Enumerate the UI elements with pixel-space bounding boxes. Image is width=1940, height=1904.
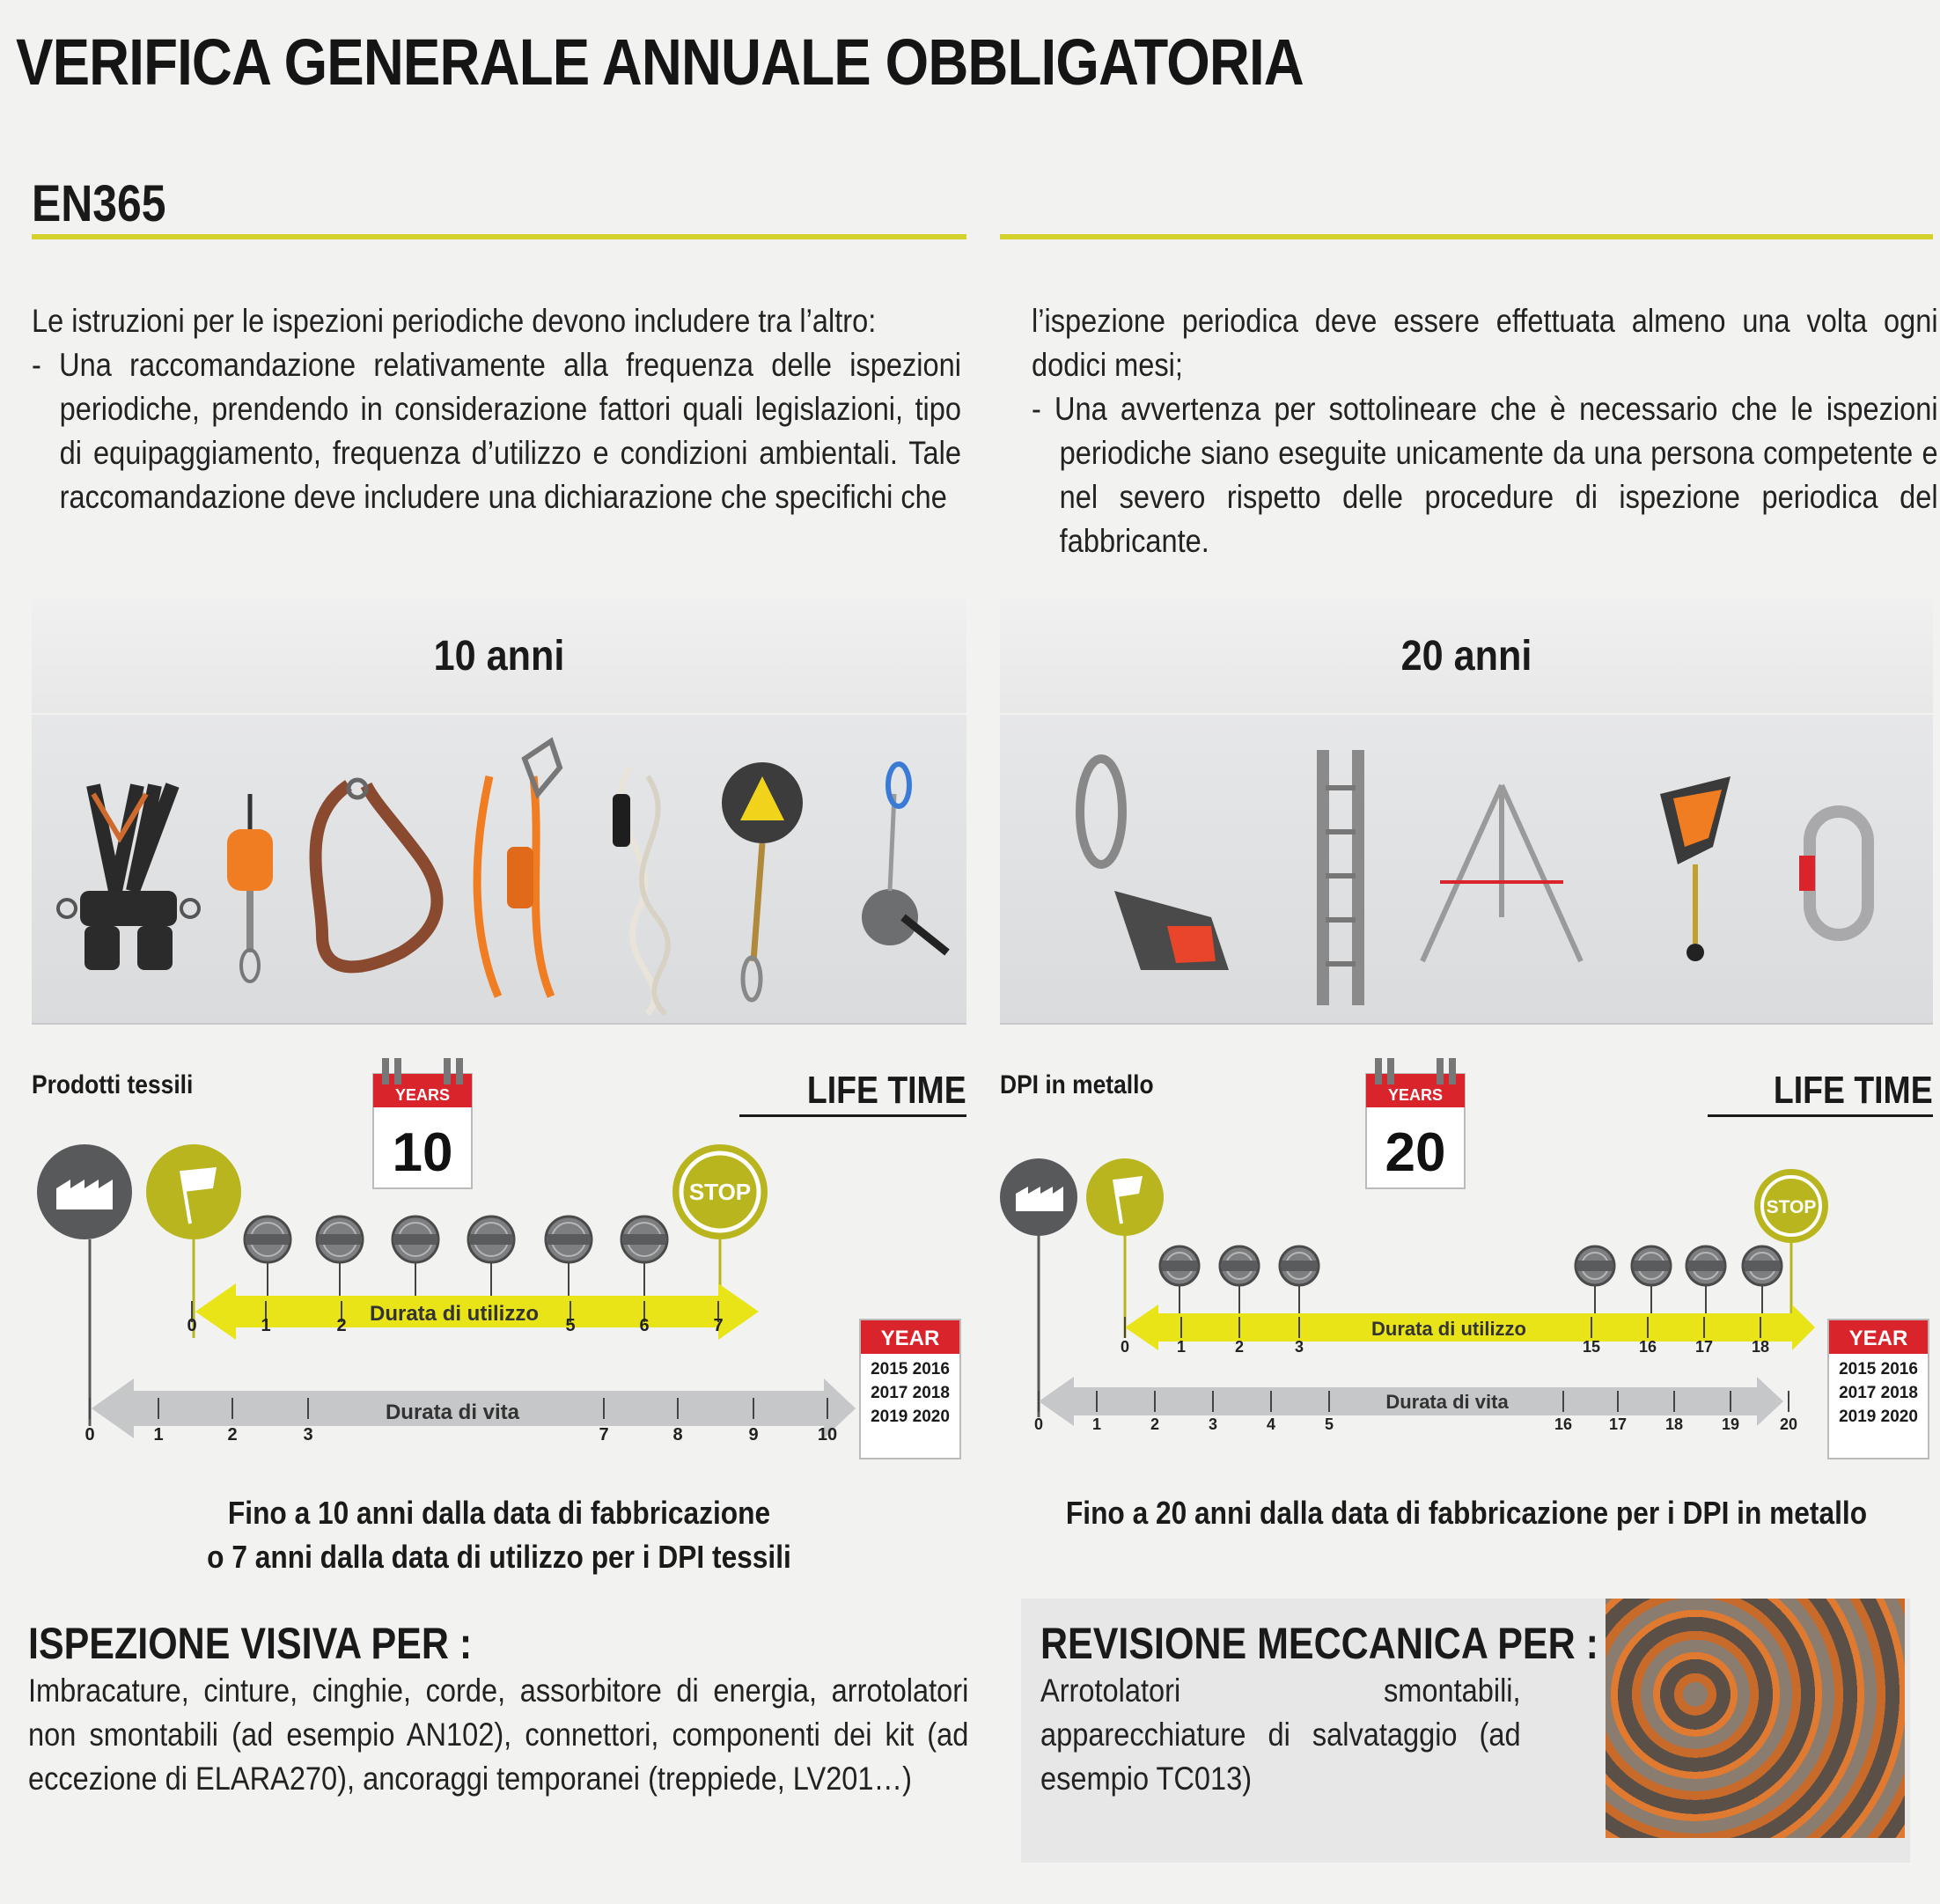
year-row-3: 2019 2020 <box>871 1408 950 1426</box>
life-tick-label: 18 <box>1664 1415 1684 1433</box>
use-duration-label: Durata di utilizzo <box>370 1302 539 1326</box>
use-tick-label: 2 <box>336 1316 347 1335</box>
textile-caption <box>88 1491 911 1579</box>
calendar-icon <box>1366 1058 1465 1188</box>
energy-absorber-icon <box>227 794 273 981</box>
use-tick-label: 15 <box>1582 1338 1601 1356</box>
approved-stamp-icon <box>621 1217 667 1298</box>
anchor-sling-icon <box>316 780 437 967</box>
metal-lifetime-label: LIFE TIME <box>1774 1069 1933 1112</box>
metal-products-illustration <box>1000 715 1933 1023</box>
start-flag-icon <box>1086 1158 1164 1236</box>
stop-sign-icon <box>672 1144 768 1239</box>
approved-stamp-icon <box>1280 1246 1319 1320</box>
panel-right-heading: 20 anni <box>1400 633 1532 680</box>
mechanical-revision-text: Arrotolatori smontabili, apparecchiature di salvataggio (ad esempio TC013) <box>1040 1672 1521 1797</box>
approved-stamp-icon <box>1686 1246 1725 1320</box>
textile-caption-line-1: Fino a 10 anni dalla data di fabbricazione <box>227 1495 771 1531</box>
visual-inspection-text: Imbracature, cinture, cinghie, corde, assorbitore di energia, arrotolatori non smontabili (ad esempio AN102), connettori, componenti dei kit (ad eccezione di ELARA270), ancoraggi temporanei (treppiede, LV201…) <box>28 1672 969 1797</box>
life-tick-label: 9 <box>748 1425 759 1445</box>
life-tick-label: 17 <box>1608 1415 1628 1433</box>
year-row-2: 2017 2018 <box>1839 1384 1918 1402</box>
year-row-2: 2017 2018 <box>871 1384 950 1402</box>
use-tick-label: 3 <box>1294 1338 1304 1356</box>
use-tick-label: 0 <box>1120 1338 1130 1356</box>
approved-stamps <box>1160 1246 1782 1320</box>
year-calendar-left <box>859 1319 961 1459</box>
life-duration-label: Durata di vita <box>1385 1391 1509 1413</box>
life-tick-label: 4 <box>1266 1415 1276 1433</box>
carabiner-icon <box>1799 812 1868 935</box>
year-calendar-label: YEAR <box>861 1320 959 1354</box>
approved-stamp-icon <box>393 1217 438 1298</box>
section-label: EN365 <box>32 175 166 232</box>
panel-left-heading: 10 anni <box>433 633 565 680</box>
use-tick-label: 1 <box>261 1316 271 1335</box>
calendar-years-label: YEARS <box>394 1086 451 1104</box>
use-tick-label: 0 <box>187 1316 197 1335</box>
lanyard-icon <box>477 741 560 996</box>
page-title: VERIFICA GENERALE ANNUALE OBBLIGATORIA <box>16 26 1304 99</box>
intro-left-column <box>32 299 961 519</box>
descender-icon <box>862 764 947 952</box>
textile-products-illustration <box>32 715 966 1023</box>
rope-icon <box>613 768 668 1014</box>
use-tick-label: 6 <box>639 1316 650 1335</box>
intro-right-column <box>1032 299 1938 563</box>
approved-stamps <box>245 1217 667 1298</box>
year-row-1: 2015 2016 <box>1839 1360 1918 1378</box>
fall-arrester-icon <box>1660 776 1731 961</box>
use-tick-label: 17 <box>1694 1338 1714 1356</box>
life-duration-label: Durata di vita <box>385 1400 520 1424</box>
life-tick-label: 7 <box>599 1425 609 1445</box>
start-flag-icon <box>146 1144 241 1239</box>
year-calendar-right <box>1827 1319 1929 1459</box>
textile-category-label: Prodotti tessili <box>32 1070 194 1099</box>
approved-stamp-icon <box>1743 1246 1782 1320</box>
approved-stamp-icon <box>1576 1246 1614 1320</box>
stop-label: STOP <box>1766 1197 1817 1217</box>
use-tick-label: 18 <box>1751 1338 1770 1356</box>
life-tick-label: 10 <box>817 1425 838 1445</box>
section-rule-left <box>32 234 966 239</box>
textile-lifetime-label: LIFE TIME <box>807 1069 966 1112</box>
life-tick-label: 20 <box>1779 1415 1798 1433</box>
calendar-value: 10 <box>392 1122 453 1183</box>
use-tick-label: 16 <box>1638 1338 1657 1356</box>
metal-timeline-diagram <box>1000 1048 1940 1461</box>
approved-stamp-icon <box>1220 1246 1259 1320</box>
approved-stamp-icon <box>245 1217 290 1298</box>
factory-icon <box>1000 1158 1077 1236</box>
life-tick-label: 0 <box>85 1425 95 1445</box>
calendar-years-label: YEARS <box>1387 1086 1444 1104</box>
year-calendar-label: YEAR <box>1829 1320 1928 1354</box>
life-tick-label: 19 <box>1721 1415 1740 1433</box>
factory-icon <box>37 1144 132 1239</box>
life-tick-label: 8 <box>672 1425 683 1445</box>
life-tick-label: 5 <box>1324 1415 1334 1433</box>
year-row-1: 2015 2016 <box>871 1360 950 1378</box>
textile-caption-line-2: o 7 anni dalla data di utilizzo per i DPI tessili <box>207 1539 791 1575</box>
use-tick-label: 2 <box>1234 1338 1245 1356</box>
approved-stamp-icon <box>468 1217 514 1298</box>
retractable-device-icon <box>722 762 803 1000</box>
calendar-icon <box>373 1058 472 1188</box>
use-tick-label: 1 <box>1176 1338 1187 1356</box>
life-tick-label: 16 <box>1554 1415 1573 1433</box>
stop-sign-icon <box>1754 1169 1828 1243</box>
stop-label: STOP <box>688 1179 752 1205</box>
visual-inspection-heading: ISPEZIONE VISIVA PER : <box>28 1619 473 1668</box>
approved-stamp-icon <box>546 1217 592 1298</box>
year-row-3: 2019 2020 <box>1839 1408 1918 1426</box>
life-tick-label: 2 <box>1150 1415 1160 1433</box>
intro-bullet-2: - Una avvertenza per sottolineare che è necessario che le ispezioni periodiche siano eseguite unicamente da una persona competente e nel severo rispetto delle procedure di ispezione periodica del fabbricante. <box>1032 391 1938 559</box>
retractor-parts-photo <box>1606 1599 1905 1838</box>
use-tick-label: 5 <box>565 1316 576 1335</box>
life-tick-label: 1 <box>153 1425 164 1445</box>
mechanical-revision-heading: REVISIONE MECCANICA PER : <box>1040 1619 1598 1668</box>
intro-right-1: l’ispezione periodica deve essere effettuata almeno una volta ogni dodici mesi; <box>1032 303 1938 383</box>
life-tick-label: 1 <box>1091 1415 1102 1433</box>
metal-category-label: DPI in metallo <box>1000 1070 1154 1099</box>
life-tick-label: 3 <box>303 1425 313 1445</box>
calendar-value: 20 <box>1385 1122 1446 1183</box>
life-tick-label: 2 <box>227 1425 238 1445</box>
use-tick-label: 7 <box>713 1316 724 1335</box>
harness-icon <box>58 785 199 970</box>
metal-caption: Fino a 20 anni dalla data di fabbricazione per i DPI in metallo <box>1065 1495 1868 1531</box>
approved-stamp-icon <box>1632 1246 1671 1320</box>
approved-stamp-icon <box>317 1217 363 1298</box>
use-duration-label: Durata di utilizzo <box>1371 1318 1526 1340</box>
approved-stamp-icon <box>1160 1246 1199 1320</box>
tripod-icon <box>1422 785 1581 961</box>
life-tick-label: 0 <box>1033 1415 1044 1433</box>
rope-grab-icon <box>1080 759 1229 970</box>
section-rule-right <box>1000 234 1933 239</box>
textile-timeline-diagram <box>32 1048 974 1461</box>
ladder-rail-icon <box>1317 750 1364 1005</box>
intro-lead: Le istruzioni per le ispezioni periodiche devono includere tra l’altro: <box>32 303 877 339</box>
life-tick-label: 3 <box>1208 1415 1218 1433</box>
intro-bullet-1: - Una raccomandazione relativamente alla frequenza delle ispezioni periodiche, prendendo in considerazione fattori quali legislazioni, tipo di equipaggiamento, frequenza d’utilizzo e condizioni ambientali. Tale raccomandazione deve includere una dichiarazione che specifichi che <box>32 347 961 515</box>
